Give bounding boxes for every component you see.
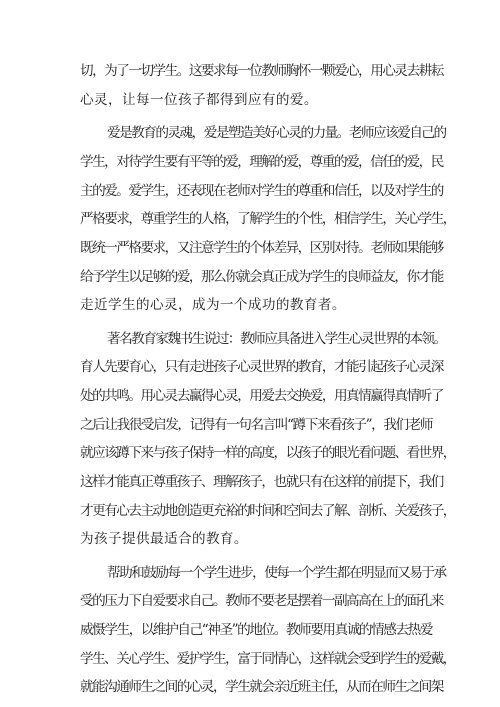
text-line: 走近学生的心灵，成为一个成功的教育者。 <box>80 297 346 313</box>
text-line: 严格要求，尊重学生的人格，了解学生的个性，相信学生，关心学生， <box>80 211 455 227</box>
text-line: 为孩子提供最适合的教育。 <box>80 531 248 547</box>
text-line: 才更有心去主动地创造更充裕的时间和空间去了解、剖析、关爱孩子， <box>80 503 455 519</box>
text-line: 威慑学生，以维护自己“神圣”的地位。教师要用真诚的情感去热爱 <box>80 622 432 638</box>
text-line: 受的压力下自爱要求自己。教师不要老是摆着一副高高在上的面孔来 <box>80 593 443 609</box>
text-line: 这样才能真正尊重孩子、理解孩子，也就只有在这样的前提下，我们 <box>80 474 443 490</box>
text-line: 处的共鸣。用心灵去赢得心灵，用爱去交换爱，用真情赢得真情听了 <box>80 388 443 404</box>
text-line: 育人先要育心，只有走进孩子心灵世界的教育，才能引起孩子心灵深 <box>80 359 443 375</box>
text-line: 之后让我很受启发，记得有一句名言叫“蹲下来看孩子”，我们老师 <box>80 417 432 433</box>
text-line: 主的爱。爱学生，还表现在老师对学生的尊重和信任，以及对学生的 <box>80 183 443 199</box>
text-line: 就能沟通师生之间的心灵，学生就会亲近班主任，从而在师生之间架 <box>80 679 443 695</box>
text-line: 心灵，让每一位孩子都得到应有的爱。 <box>80 92 318 108</box>
text-line: 帮助和鼓励每一个学生进步，使每一个学生都在明显而又易于承 <box>107 565 446 581</box>
text-line: 既统一严格要求，又注意学生的个体差异，区别对待。老师如果能够 <box>80 240 443 256</box>
text-line: 学生、关心学生、爱护学生，富于同情心，这样就会受到学生的爱戴， <box>80 651 455 667</box>
text-line: 切，为了一切学生。这要求每一位教师胸怀一颗爱心，用心灵去耕耘 <box>80 63 443 79</box>
text-line: 学生，对待学生要有平等的爱，理解的爱，尊重的爱，信任的爱，民 <box>80 154 443 170</box>
text-line: 爱是教育的灵魂，爱是塑造美好心灵的力量。老师应该爱自己的 <box>107 125 446 141</box>
text-line: 就应该蹲下来与孩子保持一样的高度，以孩子的眼光看问题、看世界， <box>80 445 455 461</box>
text-line: 著名教育家魏书生说过：教师应具备进入学生心灵世界的本领。 <box>107 331 446 347</box>
text-line: 给予学生以足够的爱，那么你就会真正成为学生的良师益友，你才能 <box>80 269 443 285</box>
